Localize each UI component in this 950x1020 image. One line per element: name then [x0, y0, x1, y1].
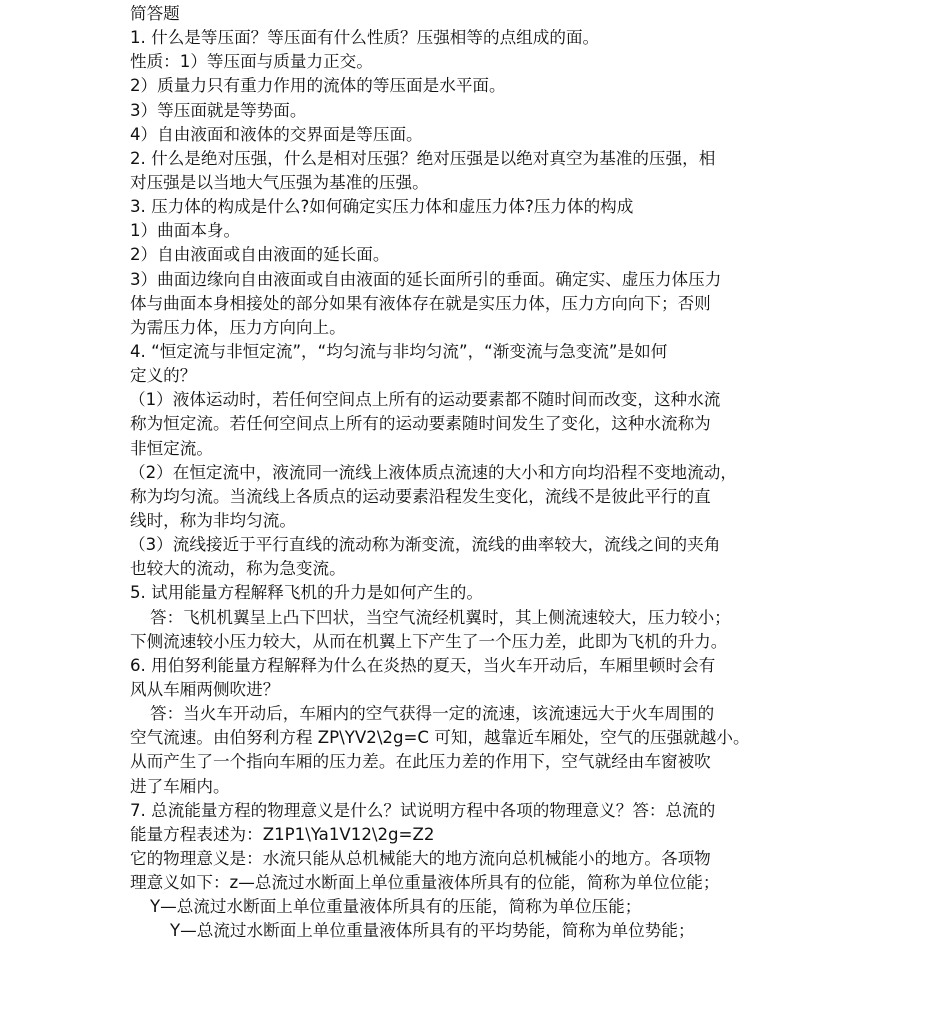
question-6-cont: 风从车厢两侧吹进？ — [130, 679, 280, 699]
answer-line: （3）流线接近于平行直线的流动称为渐变流，流线的曲率较大，流线之间的夹角 — [129, 535, 721, 555]
answer-line: （2）在恒定流中，液流同一流线上液体质点流速的大小和方向均沿程不变地流动， — [129, 462, 737, 482]
question-6: 6. 用伯努利能量方程解释为什么在炎热的夏天，当火车开动后，车厢里顿时会有 — [130, 655, 716, 675]
answer-line: 体与曲面本身相接处的部分如果有液体存在就是实压力体，压力方向向下；否则 — [130, 293, 711, 313]
answer-line: 进了车厢内。 — [130, 776, 230, 796]
answer-line: 空气流速。由伯努利方程 ZP\YV2\2g=C 可知，越靠近车厢处，空气的压强就越小。 — [130, 728, 750, 748]
answer-line: 2）自由液面或自由液面的延长面。 — [130, 245, 390, 265]
answer-line: 它的物理意义是：水流只能从总机械能大的地方流向总机械能小的地方。各项物 — [130, 848, 711, 868]
answer-line: 答：飞机机翼呈上凸下凹状，当空气流经机翼时，其上侧流速较大，压力较小； — [150, 607, 731, 627]
answer-line: 能量方程表述为：Z1P1\Ya1V12\2g=Z2 — [130, 824, 435, 844]
answer-line: 称为均匀流。当流线上各质点的运动要素沿程发生变化，流线不是彼此平行的直 — [130, 486, 711, 506]
answer-line: 为需压力体，压力方向向上。 — [130, 317, 346, 337]
answer-line: Y—总流过水断面上单位重量液体所具有的压能，简称为单位压能； — [150, 897, 642, 917]
document-body — [130, 2, 830, 943]
answer-line: 4）自由液面和液体的交界面是等压面。 — [130, 124, 423, 144]
question-2: 2. 什么是绝对压强，什么是相对压强？绝对压强是以绝对真空为基准的压强，相 — [130, 148, 716, 168]
answer-line: 1）曲面本身。 — [130, 221, 241, 241]
question-3: 3. 压力体的构成是什么?如何确定实压力体和虚压力体?压力体的构成 — [130, 197, 634, 217]
section-heading: 简答题 — [130, 4, 180, 23]
answer-line: 称为恒定流。若任何空间点上所有的运动要素随时间发生了变化，这种水流称为 — [130, 414, 711, 434]
answer-line: （1）液体运动时，若任何空间点上所有的运动要素都不随时间而改变，这种水流 — [129, 390, 721, 410]
answer-line: 3）等压面就是等势面。 — [130, 100, 307, 120]
question-7: 7. 总流能量方程的物理意义是什么？试说明方程中各项的物理意义？答：总流的 — [130, 800, 716, 820]
question-5: 5. 试用能量方程解释飞机的升力是如何产生的。 — [130, 583, 483, 603]
answer-line: 线时，称为非均匀流。 — [130, 510, 296, 530]
question-4-cont: 定义的？ — [130, 366, 197, 386]
answer-line: 非恒定流。 — [130, 438, 213, 458]
answer-line: Y—总流过水断面上单位重量液体所具有的平均势能，简称为单位势能； — [170, 921, 695, 941]
answer-line: 理意义如下：z—总流过水断面上单位重量液体所具有的位能，简称为单位位能； — [130, 873, 720, 893]
answer-line: 2）质量力只有重力作用的流体的等压面是水平面。 — [130, 76, 506, 96]
answer-line: 下侧流速较小压力较大，从而在机翼上下产生了一个压力差，此即为飞机的升力。 — [130, 631, 728, 651]
question-4: 4. “恒定流与非恒定流”，“均匀流与非均匀流”，“渐变流与急变流”是如何 — [130, 341, 668, 361]
answer-line: 答：当火车开动后，车厢内的空气获得一定的流速，该流速远大于火车周围的 — [150, 704, 715, 724]
answer-line: 性质：1）等压面与质量力正交。 — [130, 52, 373, 72]
question-2-cont: 对压强是以当地大气压强为基准的压强。 — [130, 172, 429, 192]
answer-line: 从而产生了一个指向车厢的压力差。在此压力差的作用下，空气就经由车窗被吹 — [130, 752, 711, 772]
question-1: 1. 什么是等压面？等压面有什么性质？压强相等的点组成的面。 — [130, 28, 600, 48]
answer-line: 3）曲面边缘向自由液面或自由液面的延长面所引的垂面。确定实、虚压力体压力 — [130, 269, 722, 289]
answer-line: 也较大的流动，称为急变流。 — [130, 559, 346, 579]
